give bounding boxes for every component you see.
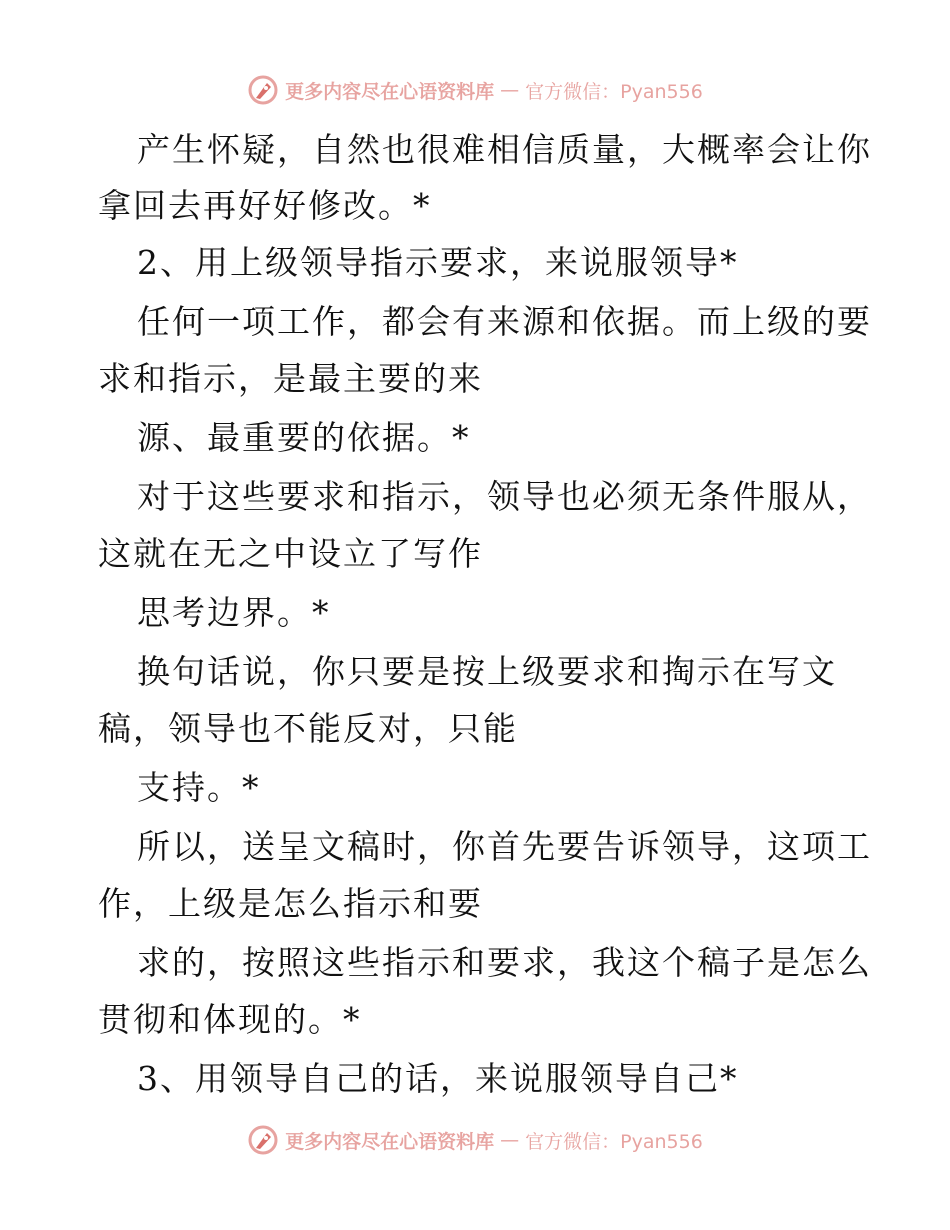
paragraph-line: 产生怀疑，自然也很难相信质量，大概率会让你 — [137, 130, 872, 169]
paragraph-line: 所以，送呈文稿时，你首先要告诉领导，这项工 — [137, 827, 872, 866]
paragraph-line: 思考边界。* — [137, 593, 331, 632]
paragraph-line: 贯彻和体现的。* — [98, 1000, 362, 1039]
watermark-text: 更多内容尽在心语资料库 — [285, 1130, 495, 1153]
paragraph-line: 任何一项工作，都会有来源和依据。而上级的要 — [137, 302, 872, 341]
paragraph-line: 源、最重要的依据。* — [137, 418, 471, 457]
watermark-group — [247, 74, 703, 106]
watermark-group — [247, 1124, 703, 1156]
section-heading: 2、用上级领导指示要求，来说服领导* — [137, 243, 739, 282]
paragraph-line: 对于这些要求和指示，领导也必须无条件服从， — [137, 477, 872, 516]
paragraph-line: 求的，按照这些指示和要求，我这个稿子是怎么 — [137, 943, 872, 982]
paragraph-line: 这就在无之中设立了写作 — [98, 534, 483, 573]
footer-watermark — [0, 1120, 950, 1160]
watermark-wechat: 官方微信：Pyan556 — [525, 80, 703, 103]
paragraph-line: 换句话说，你只要是按上级要求和掏示在写文 — [137, 652, 837, 691]
paragraph-line: 求和指示，是最主要的来 — [98, 359, 483, 398]
paragraph-line: 拿回去再好好修改。* — [98, 186, 432, 225]
pen-nib-circle-icon — [247, 1124, 279, 1156]
watermark-wechat: 官方微信：Pyan556 — [525, 1130, 703, 1153]
header-watermark — [0, 70, 950, 110]
pen-nib-circle-icon — [247, 74, 279, 106]
paragraph-line: 稿，领导也不能反对，只能 — [98, 709, 518, 748]
section-heading: 3、用领导自己的话，来说服领导自己* — [137, 1059, 739, 1098]
watermark-dash: — — [500, 79, 520, 101]
watermark-dash: — — [500, 1129, 520, 1151]
paragraph-line: 支持。* — [137, 768, 261, 807]
paragraph-line: 作，上级是怎么指示和要 — [98, 884, 483, 923]
watermark-text: 更多内容尽在心语资料库 — [285, 80, 495, 103]
